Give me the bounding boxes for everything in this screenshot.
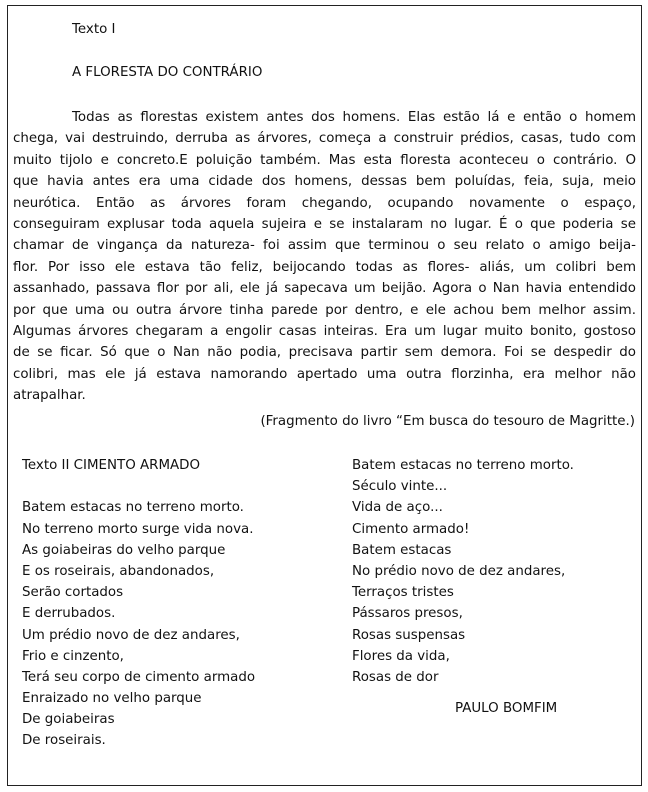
poem-line: Rosas suspensas	[352, 627, 466, 643]
poem-line: Um prédio novo de dez andares,	[22, 627, 240, 643]
poem-line: Flores da vida,	[352, 648, 450, 664]
paragraph-line: conseguiram explusar toda aquela sujeira e se instalaram no lugar. É o que poderia se	[13, 216, 636, 232]
poem-line: No terreno morto surge vida nova.	[22, 521, 254, 537]
paragraph-line: de se ficar. Só que o Nan não podia, precisava partir sem demora. Foi se despedir do	[13, 345, 636, 361]
poem-line: As goiabeiras do velho parque	[22, 542, 226, 558]
poem-line: E os roseirais, abandonados,	[22, 563, 215, 579]
poem-line: Batem estacas no terreno morto.	[352, 458, 574, 473]
poem-line: Rosas de dor	[352, 669, 439, 685]
paragraph-line: atrapalhar.	[13, 388, 86, 404]
paragraph-line: muito tijolo e concreto.E poluição também. Mas esta floresta aconteceu o contrário. O	[13, 152, 636, 168]
poem-line: Serão cortados	[22, 585, 124, 601]
poem-line: Terraços tristes	[352, 585, 454, 601]
poem-line: No prédio novo de dez andares,	[352, 563, 566, 579]
paragraph-line: chega, vai destruindo, derruba as árvores, começa a construir prédios, casas, tudo com	[13, 131, 636, 147]
poem-line: E derrubados.	[22, 606, 116, 622]
paragraph-line: assanhado, passava flor por ali, ele já sapecava um beijão. Agora o Nan havia entendido	[13, 281, 636, 297]
paragraph-line: neurótica. Então as árvores foram chegando, ocupando novamente o espaço,	[13, 195, 636, 211]
poem-line: Frio e cinzento,	[22, 648, 124, 664]
text1-source: (Fragmento do livro “Em busca do tesouro de Magritte.)	[260, 414, 635, 429]
blank-line	[22, 476, 255, 497]
paragraph-line: por que uma ou outra árvore tinha parede por dentro, e ele achou bem melhor assim.	[13, 302, 636, 318]
poem-line: Terá seu corpo de cimento armado	[22, 669, 256, 685]
poem-line: Batem estacas	[352, 542, 452, 558]
poem-line: De goiabeiras	[22, 712, 115, 728]
poem-line: Enraizado no velho parque	[22, 691, 202, 707]
text2-label: Texto II CIMENTO ARMADO	[22, 458, 201, 473]
poem-author: PAULO BOMFIM	[455, 701, 558, 716]
poem-line: Pássaros presos,	[352, 606, 463, 622]
poem-right-column	[352, 455, 574, 688]
poem-line: Batem estacas no terreno morto.	[22, 500, 244, 516]
paragraph-line: Todas as florestas existem antes dos homens. Elas estão lá e então o homem	[72, 110, 636, 125]
text1-label: Texto I	[72, 22, 116, 37]
poem-line: Vida de aço...	[352, 500, 443, 516]
poem-line: Século vinte...	[352, 479, 448, 495]
paragraph-line: chamar de vingança da natureza- foi assim que terminou o seu relato o amigo beija-	[13, 238, 636, 254]
poem-line: De roseirais.	[22, 733, 106, 749]
text1-paragraph	[13, 107, 636, 406]
poem-line: Cimento armado!	[352, 521, 470, 537]
paragraph-line: flor. Por isso ele estava tão feliz, beijocando todas as flores- aliás, um colibri bem	[13, 259, 636, 275]
poem-left-column	[22, 455, 255, 752]
paragraph-line: colibri, mas ele já estava namorando apertado uma outra florzinha, era melhor não	[13, 366, 636, 382]
text1-title: A FLORESTA DO CONTRÁRIO	[72, 65, 263, 80]
paragraph-line: que havia antes era uma cidade dos homens, dessas bem poluídas, feia, suja, meio	[13, 174, 636, 190]
paragraph-line: Algumas árvores chegaram a engolir casas inteiras. Era um lugar muito bonito, gostoso	[13, 323, 636, 339]
